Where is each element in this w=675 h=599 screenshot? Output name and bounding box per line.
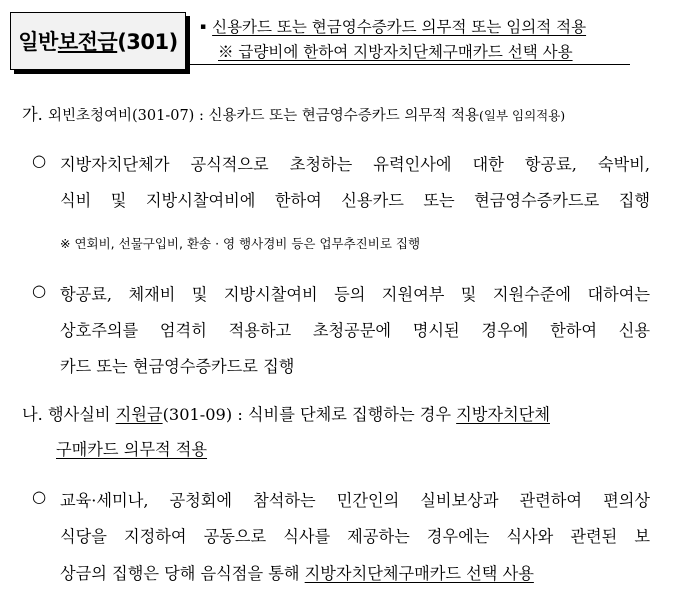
header-divider (190, 64, 630, 65)
ga-remark: ※ 연회비, 선물구입비, 환송 · 영 행사경비 등은 업무추진비로 집행 (60, 236, 421, 251)
na-item1-line3-a: 상금의 집행은 당해 음식점을 통해 (60, 564, 305, 583)
na-item1-line1: 교육·세미나, 공청회에 참석하는 민간인의 실비보상과 관련하여 편의상 (60, 491, 650, 510)
na-item1-line2: 식당을 지정하여 공동으로 식사를 제공하는 경우에는 식사와 관련된 보 (60, 527, 650, 546)
item-na-text-c: (301-09) : 식비를 단체로 집행하는 경우 (162, 405, 457, 424)
item-ga-marker: 가. (22, 105, 43, 124)
item-na-marker: 나. (22, 405, 43, 424)
header-note-text-2: ※ 급량비에 한하여 지방자치단체구매카드 선택 사용 (218, 43, 573, 61)
section-title (18, 26, 177, 56)
item-na-text-a: 행사실비 (47, 405, 116, 424)
item-na-text-b: 지원금 (115, 405, 163, 424)
circle-bullet-icon: ○ (32, 281, 47, 300)
ga-item1-line1: 지방자치단체가 공식적으로 초청하는 유력인사에 대한 항공료, 숙박비, (60, 155, 650, 174)
square-bullet-icon: ▪ (200, 22, 207, 32)
section-title-underlined: 보전금 (57, 30, 118, 54)
ga-item2-line1: 항공료, 체재비 및 지방시찰여비 등의 지원여부 및 지원수준에 대하여는 (60, 285, 650, 304)
item-ga-text: 외빈초청여비(301-07) : 신용카드 또는 현금영수증카드 의무적 적용 (47, 108, 479, 124)
na-item1-line3 (60, 560, 534, 584)
item-na-line2 (56, 436, 207, 460)
item-na-text-d: 지방자치단체 (456, 405, 550, 424)
item-ga-note: (일부 임의적용) (479, 108, 566, 123)
na-bullet-1 (32, 487, 56, 506)
circle-bullet-icon: ○ (32, 487, 47, 506)
section-title-prefix: 일반 (18, 30, 58, 54)
ga-bullet-1 (32, 151, 56, 170)
item-na-heading (22, 401, 662, 425)
ga-item2-line2: 상호주의를 엄격히 적용하고 초청공문에 명시된 경우에 한하여 신용 (60, 321, 650, 340)
section-title-code: (301) (117, 30, 178, 54)
ga-item1-line2: 식비 및 지방시찰여비에 한하여 신용카드 또는 현금영수증카드로 집행 (60, 191, 650, 210)
item-na-line2-text: 구매카드 의무적 적용 (56, 440, 208, 459)
ga-bullet-2 (32, 281, 56, 300)
na-item1-line3-b: 지방자치단체구매카드 선택 사용 (304, 564, 534, 583)
header-note-text-1: 신용카드 또는 현금영수증카드 의무적 또는 임의적 적용 (212, 18, 587, 36)
header-note-line-2 (200, 40, 670, 62)
section-title-box (10, 12, 186, 70)
ga-item2-line3: 카드 또는 현금영수증카드로 집행 (60, 357, 295, 376)
circle-bullet-icon: ○ (32, 151, 47, 170)
header-note-line-1 (200, 15, 670, 37)
item-ga-heading (22, 101, 662, 125)
